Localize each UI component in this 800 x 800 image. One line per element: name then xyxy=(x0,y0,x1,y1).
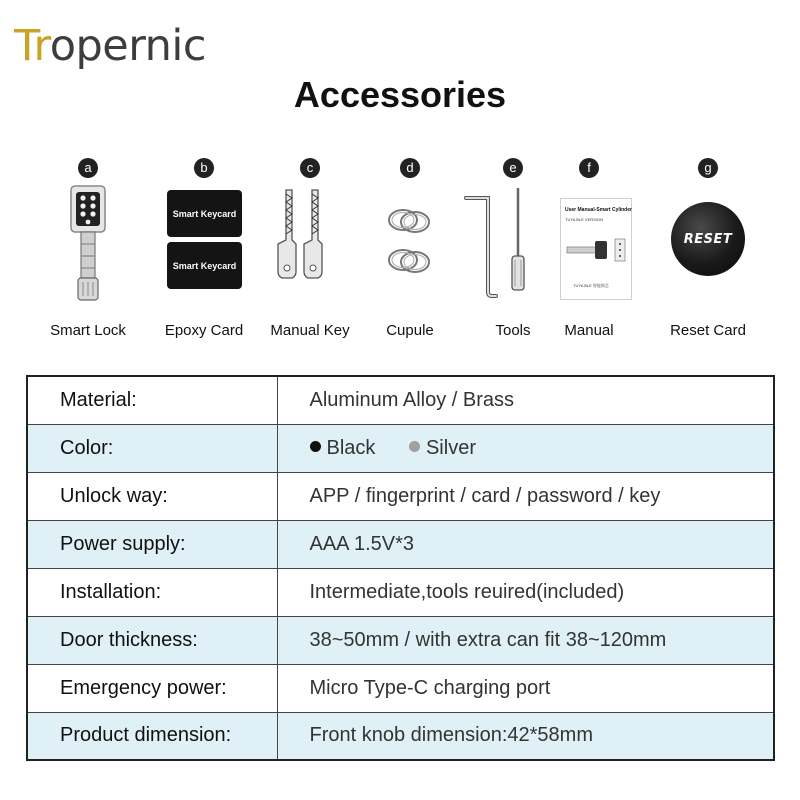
accessory-cupule xyxy=(358,158,462,348)
spec-row-material xyxy=(27,376,774,424)
reset-card-text: RESET xyxy=(671,202,745,276)
smart-lock-icon xyxy=(33,184,143,306)
accessory-label: Manual xyxy=(564,322,614,339)
spec-row-product-dimension xyxy=(27,712,774,760)
spec-value: Front knob dimension:42*58mm xyxy=(277,712,774,760)
manual-doc-sub: TUYA BLE VERSION xyxy=(565,217,603,222)
color-option-black: Black xyxy=(326,436,376,459)
spec-value: APP / fingerprint / card / password / key xyxy=(277,472,774,520)
badge-a: a xyxy=(78,158,98,178)
accessory-manual xyxy=(536,158,642,348)
badge-d: d xyxy=(400,158,420,178)
manual-page xyxy=(560,198,632,300)
accessory-label: Manual Key xyxy=(270,322,350,339)
spec-key: Material: xyxy=(27,376,277,424)
accessory-epoxy-card xyxy=(146,158,262,348)
spec-value: 38~50mm / with extra can fit 38~120mm xyxy=(277,616,774,664)
black-dot-icon xyxy=(310,441,321,452)
accessory-label: Tools xyxy=(495,322,531,339)
spec-row-unlock-way xyxy=(27,472,774,520)
brand-logo xyxy=(14,16,206,76)
badge-c: c xyxy=(300,158,320,178)
spec-key: Installation: xyxy=(27,568,277,616)
spec-key: Color: xyxy=(27,424,277,472)
specs-table xyxy=(26,375,775,761)
spec-key: Unlock way: xyxy=(27,472,277,520)
accessory-reset-card xyxy=(658,158,758,348)
reset-card-icon xyxy=(663,184,753,306)
spec-value: Micro Type-C charging port xyxy=(277,664,774,712)
spec-value: AAA 1.5V*3 xyxy=(277,520,774,568)
accessories-row xyxy=(30,158,770,348)
manual-key-icon xyxy=(262,184,358,306)
page-title: Accessories xyxy=(293,74,507,115)
spec-row-door-thickness xyxy=(27,616,774,664)
badge-f: f xyxy=(579,158,599,178)
spec-row-power-supply xyxy=(27,520,774,568)
badge-e: e xyxy=(503,158,523,178)
manual-doc-title: User Manual-Smart Cylinder xyxy=(565,207,632,213)
color-option-silver: Silver xyxy=(425,436,476,459)
brand-logo-accent: Tr xyxy=(14,21,50,71)
spec-key: Product dimension: xyxy=(27,712,277,760)
spec-value: Aluminum Alloy / Brass xyxy=(277,376,774,424)
brand-logo-text xyxy=(14,16,206,76)
accessory-label: Epoxy Card xyxy=(164,322,244,339)
keycard-front: Smart Keycard xyxy=(167,190,242,237)
spec-key: Door thickness: xyxy=(27,616,277,664)
spec-key: Emergency power: xyxy=(27,664,277,712)
badge-b: b xyxy=(194,158,214,178)
spec-key: Power supply: xyxy=(27,520,277,568)
manual-icon xyxy=(534,184,644,306)
accessory-manual-key xyxy=(262,158,358,348)
manual-doc-foot: TUYA BLE 智能锁芯 xyxy=(573,283,609,288)
key-ring-icon xyxy=(355,184,465,306)
spec-row-installation xyxy=(27,568,774,616)
keycard-back: Smart Keycard xyxy=(167,242,242,289)
badge-g: g xyxy=(698,158,718,178)
accessory-label: Smart Lock xyxy=(50,322,126,339)
spec-row-color xyxy=(27,424,774,472)
spec-row-emergency-power xyxy=(27,664,774,712)
spec-value: Intermediate,tools reuired(included) xyxy=(277,568,774,616)
silver-dot-icon xyxy=(409,441,420,452)
epoxy-card-icon xyxy=(149,184,259,306)
accessory-label: Cupule xyxy=(386,322,434,339)
accessory-smart-lock xyxy=(30,158,146,348)
accessory-label: Reset Card xyxy=(670,322,746,339)
brand-logo-rest: opernic xyxy=(49,21,207,71)
spec-value-color xyxy=(277,424,774,472)
